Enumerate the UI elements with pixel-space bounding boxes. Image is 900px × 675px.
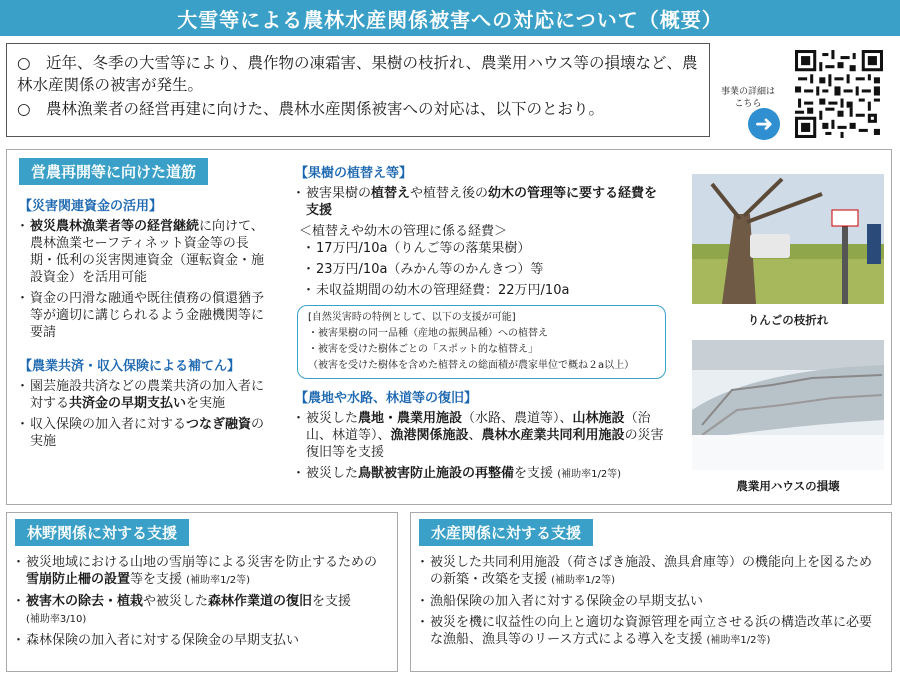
list-item: ・ 17万円/10a（りんご等の落葉果樹） — [305, 240, 670, 257]
disaster-fund-list — [19, 218, 269, 341]
farm-section — [6, 149, 892, 505]
fruit-cost-list — [305, 240, 670, 299]
infra-list — [295, 410, 670, 483]
list-item: ・ 収入保険の加入者に対するつなぎ融資の実施 — [19, 416, 269, 450]
list-item: ・ 被災した農地・農業用施設（水路、農道等）、山林施設（治山、林道等）、漁港関係施設、農林水産業共同利用施設の災害復旧等を支援 — [295, 410, 670, 461]
intro-line-2: ○ 農林漁業者の経営再建に向けた、農林水産関係被害への対応は、以下のとおり。 — [17, 100, 605, 118]
insurance-heading: 【農業共済・収入保険による補てん】 — [19, 359, 241, 374]
qr-label: 事業の詳細は こちら — [720, 87, 775, 109]
special-measures-box: [自然災害時の特例として、以下の支援が可能] ・被害果樹の同一品種（産地の振興品種）への植替え ・被害を受けた樹体ごとの「スポット的な植替え」 （被害を受けた樹体を含めた植替えの総面積が農家単位で概ね２a以上） — [297, 305, 666, 379]
list-item: ・ 被災を機に収益性の向上と適切な資源管理を両立させる浜の構造改革に必要な漁船、漁具等のリース方式による導入を支援 (補助率1/2等) — [419, 614, 883, 649]
infra-heading: 【農地や水路、林道等の復旧】 — [295, 391, 478, 406]
forest-section-tab: 林野関係に対する支援 — [15, 519, 189, 546]
forest-list — [15, 554, 389, 649]
list-item: ・ 園芸施設共済などの農業共済の加入者に対する共済金の早期支払いを実施 — [19, 378, 269, 412]
list-item: ・ 被災農林漁業者等の経営継続に向けて、農林漁業セーフティネット資金等の長期・低利の災害関連資金（運転資金・施設資金）を活用可能 — [19, 218, 269, 286]
page-title: 大雪等による農林水産関係被害への対応について（概要） — [0, 0, 900, 36]
qr-code-icon[interactable] — [795, 50, 883, 138]
list-item: ・ 23万円/10a（みかん等のかんきつ）等 — [305, 261, 670, 278]
fruit-heading: 【果樹の植替え等】 — [295, 166, 413, 181]
list-item: ・ 資金の円滑な融通や既往債務の償還猶予等が適切に講じられるよう金融機関等に要請 — [19, 290, 269, 341]
disaster-fund-heading: 【災害関連資金の活用】 — [19, 199, 163, 214]
apple-branch-photo — [692, 174, 884, 304]
photo-caption-apple: りんごの枝折れ — [747, 313, 829, 327]
arrow-right-icon[interactable]: ➜ — [748, 108, 780, 140]
farm-section-tab: 営農再開等に向けた道筋 — [19, 158, 208, 185]
fishery-section — [410, 512, 892, 672]
fishery-section-tab: 水産関係に対する支援 — [419, 519, 593, 546]
list-item: ・ 被災地域における山地の雪崩等による災害を防止するための雪崩防止柵の設置等を支援 (補助率1/2等) — [15, 554, 389, 589]
farm-middle-column — [295, 162, 670, 487]
list-item: ・ 被害果樹の植替えや植替え後の幼木の管理等に要する経費を支援 — [295, 185, 670, 219]
list-item: ・ 森林保険の加入者に対する保険金の早期支払い — [15, 632, 389, 649]
intro-line-1: ○ 近年、冬季の大雪等により、農作物の凍霜害、果樹の枝折れ、農業用ハウス等の損壊など、農林水産関係の被害が発生。 — [17, 54, 698, 94]
insurance-list — [19, 378, 269, 450]
intro-box — [6, 43, 710, 137]
list-item: ・ 未収益期間の幼木の管理経費：22万円/10a — [305, 282, 670, 299]
fruit-list — [295, 185, 670, 219]
list-item: ・ 被災した鳥獣被害防止施設の再整備を支援 (補助率1/2等) — [295, 465, 670, 483]
farm-left-column — [19, 158, 269, 454]
fruit-cost-heading: ＜植替えや幼木の管理に係る経費＞ — [299, 224, 508, 239]
list-item: ・ 漁船保険の加入者に対する保険金の早期支払い — [419, 593, 883, 610]
fishery-list — [419, 554, 883, 649]
farm-photo-column — [692, 174, 884, 506]
list-item: ・ 被災した共同利用施設（荷さばき施設、漁具倉庫等）の機能向上を図るための新築・改築を支援 (補助率1/2等) — [419, 554, 883, 589]
list-item: ・ 被害木の除去・植栽や被災した森林作業道の復旧を支援 (補助率3/10) — [15, 593, 389, 628]
photo-caption-greenhouse: 農業用ハウスの損壊 — [736, 479, 840, 493]
greenhouse-damage-photo — [692, 340, 884, 470]
forest-section — [6, 512, 398, 672]
